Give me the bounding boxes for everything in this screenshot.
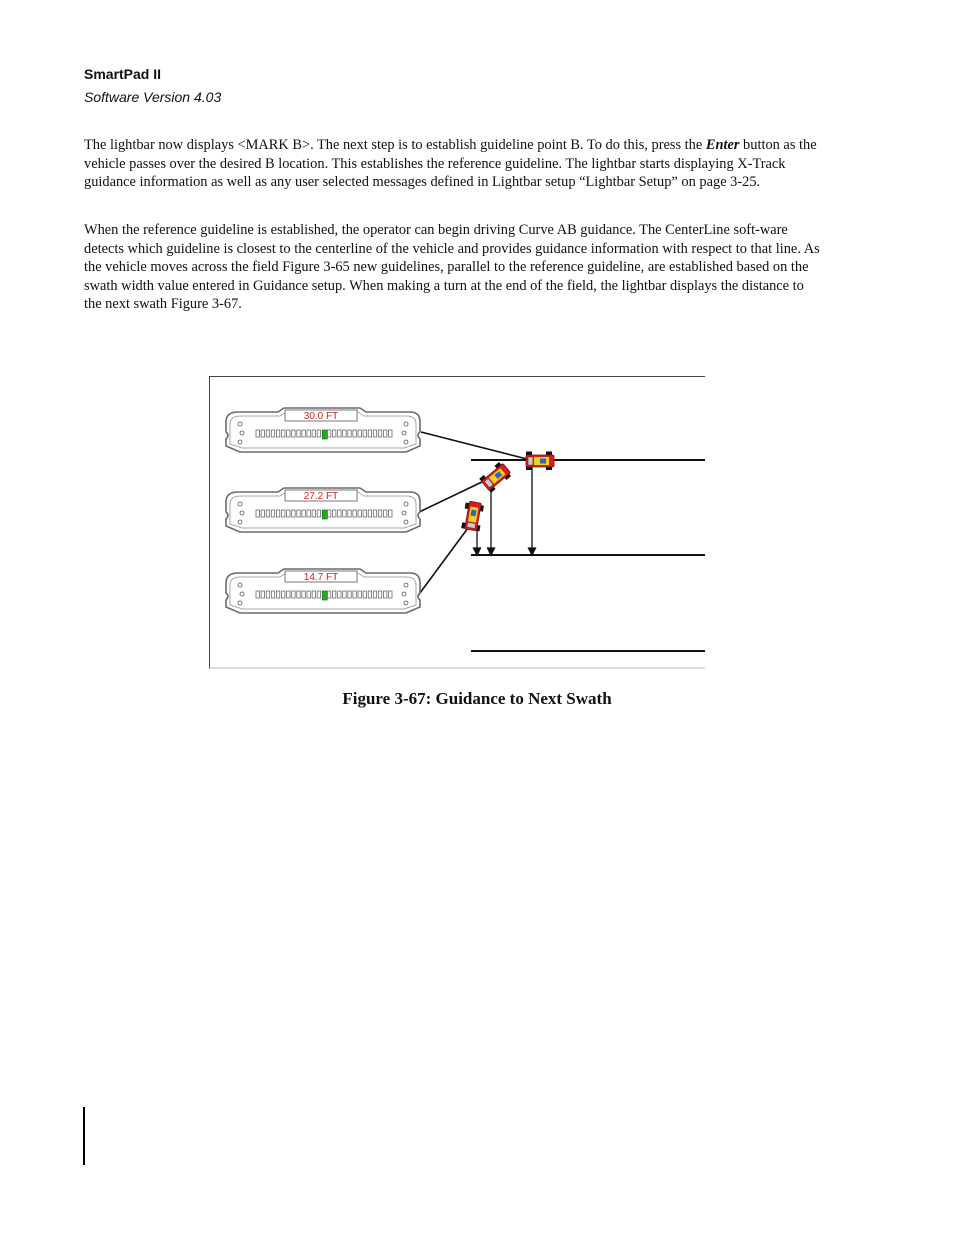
led [307, 430, 310, 437]
vehicle-glass [540, 459, 546, 464]
led [373, 510, 376, 517]
lightbar-2 [226, 488, 420, 532]
vehicle-hood [467, 522, 476, 528]
mount-hole [238, 601, 242, 605]
led [338, 591, 341, 598]
mount-hole [404, 601, 408, 605]
led [358, 430, 361, 437]
led [297, 510, 300, 517]
mount-hole [404, 583, 408, 587]
software-version: Software Version 4.03 [84, 89, 222, 105]
led [261, 430, 264, 437]
led [276, 510, 279, 517]
led [266, 430, 269, 437]
paragraph-mark-b [84, 136, 820, 192]
led [287, 510, 290, 517]
led [271, 510, 274, 517]
mount-hole [402, 511, 406, 515]
paragraph-mark-b-after: button as the vehicle passes over the desired B location. This establishes the reference guideline. The lightbar starts displaying X-Track guidance information as well as any user selected messages defined in Lightbar setup “Lightbar Setup” on page 3-25. [84, 137, 817, 191]
led [261, 591, 264, 598]
led [282, 430, 285, 437]
distance-readout: 14.7 FT [303, 572, 339, 583]
figure-caption: Figure 3-67: Guidance to Next Swath [342, 689, 612, 708]
led [389, 591, 392, 598]
distance-readout: 27.2 FT [303, 491, 339, 502]
led [363, 430, 366, 437]
mount-hole [404, 502, 408, 506]
mount-hole [404, 422, 408, 426]
led [368, 430, 371, 437]
led [282, 591, 285, 598]
led [333, 591, 336, 598]
mount-hole [402, 592, 406, 596]
led [389, 430, 392, 437]
distance-readout: 30.0 FT [303, 411, 339, 422]
mount-hole [240, 592, 244, 596]
led [368, 591, 371, 598]
led [271, 591, 274, 598]
led [317, 430, 320, 437]
led [348, 510, 351, 517]
document-title: SmartPad II [84, 66, 162, 82]
led [307, 510, 310, 517]
led [302, 430, 305, 437]
led [384, 591, 387, 598]
led [312, 591, 315, 598]
led [256, 591, 259, 598]
vehicle-group [461, 452, 554, 532]
change-bar [83, 1107, 85, 1165]
led [373, 591, 376, 598]
led [317, 591, 320, 598]
led [266, 510, 269, 517]
led [297, 430, 300, 437]
mount-hole [240, 511, 244, 515]
led-center [322, 430, 327, 439]
led [353, 591, 356, 598]
vehicle-glass [471, 510, 477, 517]
led [384, 510, 387, 517]
vehicle-turning [479, 461, 512, 493]
paragraph-mark-b-before: The lightbar now displays <MARK B>. The next step is to establish guideline point B. To do this, press the [84, 137, 706, 153]
led [307, 591, 310, 598]
led [353, 510, 356, 517]
led [343, 430, 346, 437]
led [378, 430, 381, 437]
led [302, 591, 305, 598]
enter-key-emphasis: Enter [705, 137, 740, 153]
led [312, 430, 315, 437]
led [363, 510, 366, 517]
vehicle-hood [528, 457, 533, 465]
led [292, 510, 295, 517]
led [378, 510, 381, 517]
led [333, 430, 336, 437]
led [271, 430, 274, 437]
led [384, 430, 387, 437]
vehicle-on-guideline [526, 452, 554, 471]
led [348, 591, 351, 598]
mount-hole [238, 422, 242, 426]
led [256, 430, 259, 437]
led [287, 430, 290, 437]
led [276, 430, 279, 437]
led [327, 430, 330, 437]
led [378, 591, 381, 598]
led [338, 430, 341, 437]
led [312, 510, 315, 517]
mount-hole [402, 431, 406, 435]
led [302, 510, 305, 517]
led [363, 591, 366, 598]
mount-hole [404, 520, 408, 524]
led [358, 591, 361, 598]
led [389, 510, 392, 517]
vehicle-wheel [546, 452, 552, 456]
led [276, 591, 279, 598]
led [353, 430, 356, 437]
mount-hole [238, 583, 242, 587]
led [368, 510, 371, 517]
mount-hole [240, 431, 244, 435]
led [343, 591, 346, 598]
led [292, 430, 295, 437]
mount-hole [404, 440, 408, 444]
led [256, 510, 259, 517]
guidance-diagram [209, 376, 705, 669]
mount-hole [238, 502, 242, 506]
led [261, 510, 264, 517]
led [282, 510, 285, 517]
guidance-figure [209, 376, 705, 669]
led-center [322, 510, 327, 519]
led [266, 591, 269, 598]
led [287, 591, 290, 598]
vehicle-heading-next-swath [461, 501, 484, 532]
mount-hole [238, 520, 242, 524]
led [327, 591, 330, 598]
vehicle-wheel [526, 452, 532, 456]
lightbar-1 [226, 408, 420, 452]
led [317, 510, 320, 517]
led [292, 591, 295, 598]
led [327, 510, 330, 517]
led [348, 430, 351, 437]
led [343, 510, 346, 517]
led [297, 591, 300, 598]
paragraph-reference-guideline: When the reference guideline is established, the operator can begin driving Curve AB guidance. The CenterLine soft-ware detects which guideline is closest to the centerline of the vehicle and provides guidance information with respect to that line. As the vehicle moves across the field Figure 3-65 new guidelines, parallel to the reference guideline, are established based on the swath width value entered in Guidance setup. When making a turn at the end of the field, the lightbar displays the distance to the next swath Figure 3-67. [84, 222, 820, 313]
led [373, 430, 376, 437]
lightbar-group [226, 408, 420, 613]
mount-hole [238, 440, 242, 444]
lightbar-3 [226, 569, 420, 613]
led [333, 510, 336, 517]
led [338, 510, 341, 517]
led [358, 510, 361, 517]
led-center [322, 591, 327, 600]
